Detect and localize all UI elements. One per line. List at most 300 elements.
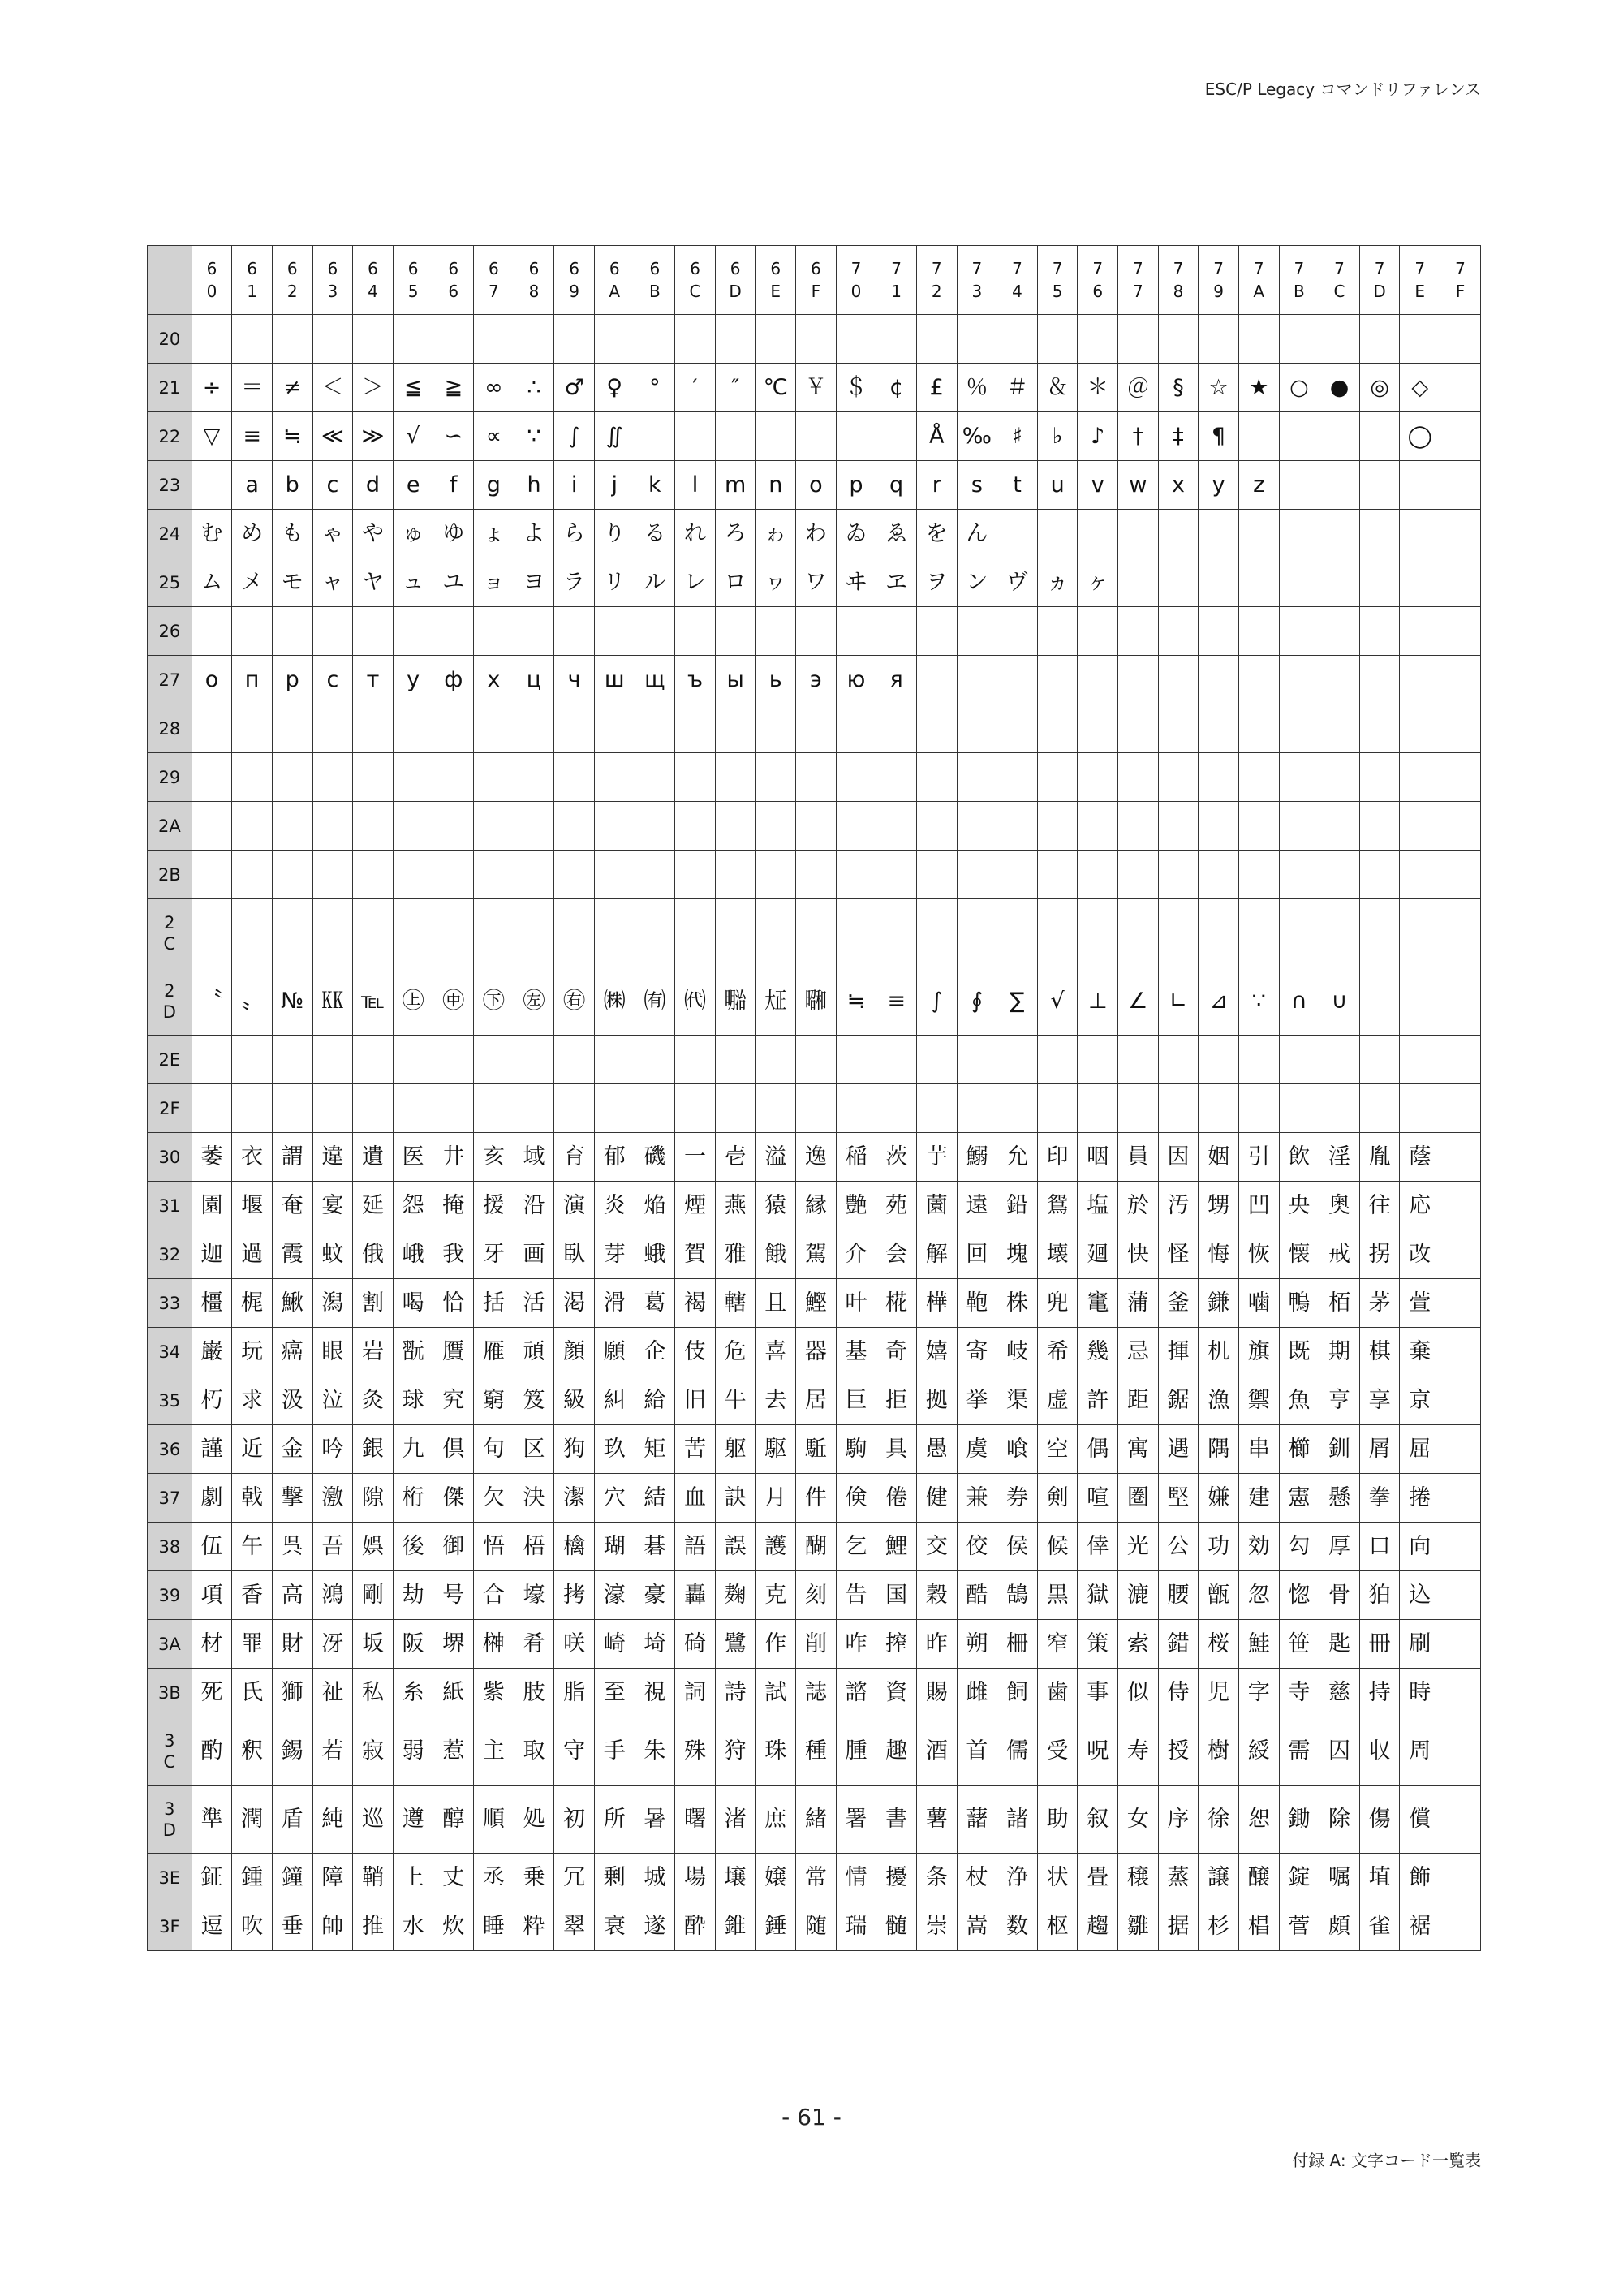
char-cell: [836, 315, 876, 364]
char-cell: √: [393, 412, 433, 461]
row-header: [148, 1786, 192, 1854]
char-cell: [1319, 899, 1360, 967]
char-cell: 蔭: [1400, 1133, 1440, 1182]
char-cell: [594, 1084, 635, 1133]
char-cell: 獅: [272, 1669, 312, 1717]
char-cell: 渇: [554, 1279, 595, 1328]
char-cell: j: [594, 461, 635, 510]
char-cell: ン: [957, 558, 997, 607]
char-cell: 棄: [1400, 1328, 1440, 1376]
char-cell: [796, 607, 837, 656]
column-header-low: F: [811, 282, 821, 301]
char-cell: 既: [1279, 1328, 1319, 1376]
char-cell: [916, 1084, 957, 1133]
char-cell: 蒲: [1118, 1279, 1159, 1328]
char-cell: [594, 1036, 635, 1084]
row-header: [148, 899, 192, 967]
char-cell: [1319, 704, 1360, 753]
char-cell: [232, 1036, 273, 1084]
char-cell: [1279, 851, 1319, 899]
char-cell: [997, 802, 1038, 851]
char-cell: [1440, 1279, 1481, 1328]
char-cell: 肢: [514, 1669, 554, 1717]
row-header: 3B: [148, 1669, 192, 1717]
char-cell: [796, 1036, 837, 1084]
char-cell: 謂: [272, 1133, 312, 1182]
char-cell: 求: [232, 1376, 273, 1425]
row-header-part: D: [162, 1002, 176, 1022]
column-header: [514, 246, 554, 315]
char-cell: 援: [474, 1182, 514, 1230]
char-cell: ㊤: [393, 967, 433, 1036]
char-cell: 霞: [272, 1230, 312, 1279]
char-cell: [232, 851, 273, 899]
char-cell: §: [1158, 364, 1199, 412]
char-cell: [876, 607, 917, 656]
char-cell: 堺: [433, 1620, 474, 1669]
char-cell: [1400, 558, 1440, 607]
char-cell: 紫: [474, 1669, 514, 1717]
char-cell: [1440, 1474, 1481, 1523]
char-cell: 冗: [554, 1854, 595, 1902]
column-header-low: 9: [569, 282, 579, 301]
char-cell: 快: [1118, 1230, 1159, 1279]
char-cell: 功: [1199, 1523, 1239, 1571]
char-cell: [796, 851, 837, 899]
char-cell: 去: [756, 1376, 796, 1425]
char-cell: 種: [796, 1717, 837, 1786]
char-cell: 於: [1118, 1182, 1159, 1230]
char-cell: [554, 899, 595, 967]
char-cell: 鵠: [997, 1571, 1038, 1620]
table-row: [148, 1036, 1481, 1084]
row-header: 38: [148, 1523, 192, 1571]
char-cell: [1037, 656, 1078, 704]
char-cell: 碁: [635, 1523, 675, 1571]
char-cell: 眼: [312, 1328, 353, 1376]
char-cell: 首: [957, 1717, 997, 1786]
char-cell: 忌: [1118, 1328, 1159, 1376]
char-cell: [393, 802, 433, 851]
char-cell: 汲: [272, 1376, 312, 1425]
char-cell: 克: [756, 1571, 796, 1620]
char-cell: 綬: [1238, 1717, 1279, 1786]
char-cell: 飲: [1279, 1133, 1319, 1182]
char-cell: [1279, 315, 1319, 364]
column-header: [1359, 246, 1400, 315]
char-cell: [1238, 704, 1279, 753]
char-cell: [312, 899, 353, 967]
char-cell: 引: [1238, 1133, 1279, 1182]
column-header-high: 6: [368, 259, 378, 278]
char-cell: 血: [675, 1474, 716, 1523]
char-cell: y: [1199, 461, 1239, 510]
column-header-high: 6: [448, 259, 459, 278]
char-cell: 杉: [1199, 1902, 1239, 1951]
char-cell: ∽: [433, 412, 474, 461]
column-header: [393, 246, 433, 315]
char-cell: 櫛: [1279, 1425, 1319, 1474]
char-cell: 魚: [1279, 1376, 1319, 1425]
char-cell: 視: [635, 1669, 675, 1717]
char-cell: [393, 704, 433, 753]
char-cell: 搾: [876, 1620, 917, 1669]
char-cell: [997, 704, 1038, 753]
char-cell: 器: [796, 1328, 837, 1376]
char-cell: [192, 802, 232, 851]
char-cell: 梧: [514, 1523, 554, 1571]
char-cell: 過: [232, 1230, 273, 1279]
column-header-high: 7: [1334, 259, 1345, 278]
char-cell: 笈: [514, 1376, 554, 1425]
table-row: [148, 1230, 1481, 1279]
char-cell: [353, 802, 394, 851]
char-cell: 推: [353, 1902, 394, 1951]
char-cell: 書: [876, 1786, 917, 1854]
column-header: [675, 246, 716, 315]
char-cell: 揮: [1158, 1328, 1199, 1376]
char-cell: 朽: [192, 1376, 232, 1425]
char-cell: [916, 607, 957, 656]
char-cell: 授: [1158, 1717, 1199, 1786]
char-cell: [393, 607, 433, 656]
table-row: [148, 1133, 1481, 1182]
char-cell: ц: [514, 656, 554, 704]
char-cell: 鞘: [353, 1854, 394, 1902]
column-header-high: 7: [1294, 259, 1305, 278]
column-header: [1037, 246, 1078, 315]
char-cell: э: [796, 656, 837, 704]
char-cell: [514, 315, 554, 364]
char-cell: [675, 802, 716, 851]
char-cell: ョ: [474, 558, 514, 607]
char-cell: 喝: [393, 1279, 433, 1328]
row-header: 30: [148, 1133, 192, 1182]
char-cell: 序: [1158, 1786, 1199, 1854]
char-cell: ≒: [836, 967, 876, 1036]
char-cell: 印: [1037, 1133, 1078, 1182]
char-cell: 挙: [957, 1376, 997, 1425]
column-header-low: 7: [1133, 282, 1143, 301]
row-header: 29: [148, 753, 192, 802]
column-header-low: A: [609, 282, 621, 301]
char-cell: ワ: [796, 558, 837, 607]
char-cell: 吟: [312, 1425, 353, 1474]
char-cell: 飼: [997, 1669, 1038, 1717]
char-cell: [1319, 1084, 1360, 1133]
char-cell: [1238, 315, 1279, 364]
char-cell: 巨: [836, 1376, 876, 1425]
char-cell: 氏: [232, 1669, 273, 1717]
char-cell: 刻: [796, 1571, 837, 1620]
table-row: [148, 558, 1481, 607]
char-cell: [393, 753, 433, 802]
table-row: [148, 315, 1481, 364]
char-cell: 贋: [433, 1328, 474, 1376]
column-header-high: 6: [407, 259, 419, 278]
char-cell: 轟: [675, 1571, 716, 1620]
char-cell: 寂: [353, 1717, 394, 1786]
char-cell: [1440, 412, 1481, 461]
char-cell: [1199, 656, 1239, 704]
char-cell: ‡: [1158, 412, 1199, 461]
char-cell: q: [876, 461, 917, 510]
char-cell: [876, 315, 917, 364]
char-cell: 兜: [1037, 1279, 1078, 1328]
char-cell: 惹: [433, 1717, 474, 1786]
char-cell: 雁: [474, 1328, 514, 1376]
char-cell: 括: [474, 1279, 514, 1328]
char-cell: 介: [836, 1230, 876, 1279]
char-cell: 悟: [474, 1523, 514, 1571]
char-cell: 危: [715, 1328, 756, 1376]
char-cell: п: [232, 656, 273, 704]
char-cell: ゐ: [836, 510, 876, 558]
char-cell: [1118, 510, 1159, 558]
char-cell: [635, 412, 675, 461]
table-row: [148, 1425, 1481, 1474]
char-cell: [1238, 412, 1279, 461]
char-cell: [1359, 802, 1400, 851]
char-cell: 後: [393, 1523, 433, 1571]
char-cell: 蚊: [312, 1230, 353, 1279]
char-cell: [1440, 1620, 1481, 1669]
char-cell: ∟: [1158, 967, 1199, 1036]
char-cell: 乗: [514, 1854, 554, 1902]
char-cell: 奇: [876, 1328, 917, 1376]
char-cell: ¢: [876, 364, 917, 412]
char-cell: 乞: [836, 1523, 876, 1571]
char-cell: [232, 607, 273, 656]
char-cell: 酷: [957, 1571, 997, 1620]
char-cell: [1359, 656, 1400, 704]
char-cell: [796, 412, 837, 461]
char-cell: モ: [272, 558, 312, 607]
char-cell: [1078, 1084, 1118, 1133]
char-cell: 拷: [554, 1571, 595, 1620]
char-cell: [474, 851, 514, 899]
char-cell: [1359, 607, 1400, 656]
table-row: [148, 753, 1481, 802]
column-header-low: B: [1294, 282, 1305, 301]
char-cell: k: [635, 461, 675, 510]
char-cell: 結: [635, 1474, 675, 1523]
char-cell: [1440, 1182, 1481, 1230]
char-cell: 受: [1037, 1717, 1078, 1786]
char-cell: 試: [756, 1669, 796, 1717]
char-cell: [1359, 1036, 1400, 1084]
char-cell: 囚: [1319, 1717, 1360, 1786]
char-cell: 丈: [433, 1854, 474, 1902]
char-cell: [1319, 461, 1360, 510]
char-cell: [836, 753, 876, 802]
char-cell: [1359, 899, 1400, 967]
row-header-part: C: [163, 1751, 176, 1772]
table-row: [148, 851, 1481, 899]
char-cell: [1199, 607, 1239, 656]
char-cell: [957, 1084, 997, 1133]
char-cell: [192, 607, 232, 656]
char-cell: 遂: [635, 1902, 675, 1951]
char-cell: [715, 899, 756, 967]
char-cell: ＝: [232, 364, 273, 412]
char-cell: [1440, 315, 1481, 364]
char-cell: [957, 607, 997, 656]
char-cell: 酌: [192, 1717, 232, 1786]
char-cell: [272, 607, 312, 656]
char-cell: ゃ: [312, 510, 353, 558]
char-cell: [715, 851, 756, 899]
char-cell: 券: [997, 1474, 1038, 1523]
char-cell: ∵: [514, 412, 554, 461]
char-cell: 桜: [1199, 1620, 1239, 1669]
char-cell: [554, 753, 595, 802]
char-cell: 窄: [1037, 1620, 1078, 1669]
char-cell: [876, 1036, 917, 1084]
char-cell: 椙: [1238, 1902, 1279, 1951]
column-header: [1319, 246, 1360, 315]
row-header: 34: [148, 1328, 192, 1376]
char-cell: 場: [675, 1854, 716, 1902]
char-cell: ★: [1238, 364, 1279, 412]
char-cell: 凹: [1238, 1182, 1279, 1230]
char-cell: [272, 899, 312, 967]
char-cell: 芽: [594, 1230, 635, 1279]
page-number: - 61 -: [781, 2104, 842, 2130]
char-cell: [1158, 315, 1199, 364]
column-header-low: 5: [1052, 282, 1063, 301]
char-cell: 溢: [756, 1133, 796, 1182]
table-row: [148, 704, 1481, 753]
char-cell: [433, 802, 474, 851]
column-header-high: 7: [1213, 259, 1224, 278]
char-cell: r: [916, 461, 957, 510]
table-body: [148, 315, 1481, 1951]
char-cell: [433, 1036, 474, 1084]
char-cell: ♪: [1078, 412, 1118, 461]
char-cell: [1238, 558, 1279, 607]
char-cell: [1359, 704, 1400, 753]
char-cell: 釈: [232, 1717, 273, 1786]
char-cell: [1440, 967, 1481, 1036]
char-cell: 虞: [957, 1425, 997, 1474]
char-cell: [1199, 851, 1239, 899]
char-cell: [1037, 704, 1078, 753]
char-cell: [1359, 753, 1400, 802]
char-cell: 橿: [192, 1279, 232, 1328]
char-cell: 帥: [312, 1902, 353, 1951]
column-header-low: 1: [247, 282, 257, 301]
char-cell: щ: [635, 656, 675, 704]
char-cell: 高: [272, 1571, 312, 1620]
char-cell: u: [1037, 461, 1078, 510]
char-cell: [1279, 802, 1319, 851]
table-row: [148, 461, 1481, 510]
column-header: [916, 246, 957, 315]
char-cell: 勾: [1279, 1523, 1319, 1571]
char-cell: 球: [393, 1376, 433, 1425]
char-cell: も: [272, 510, 312, 558]
char-cell: 糸: [393, 1669, 433, 1717]
char-cell: ∮: [957, 967, 997, 1036]
char-cell: [272, 704, 312, 753]
char-cell: 旧: [675, 1376, 716, 1425]
char-cell: [232, 704, 273, 753]
char-cell: 水: [393, 1902, 433, 1951]
column-header: [353, 246, 394, 315]
char-cell: 情: [836, 1854, 876, 1902]
char-cell: т: [353, 656, 394, 704]
char-cell: 肴: [514, 1620, 554, 1669]
char-cell: [1279, 1084, 1319, 1133]
char-cell: ⊿: [1199, 967, 1239, 1036]
char-cell: ょ: [474, 510, 514, 558]
char-cell: 穀: [916, 1571, 957, 1620]
char-cell: 壌: [715, 1854, 756, 1902]
table-row: [148, 1854, 1481, 1902]
char-cell: 随: [796, 1902, 837, 1951]
char-cell: [635, 315, 675, 364]
row-header: 23: [148, 461, 192, 510]
char-cell: 鋸: [1158, 1376, 1199, 1425]
char-cell: 瑞: [836, 1902, 876, 1951]
char-cell: 園: [192, 1182, 232, 1230]
char-cell: レ: [675, 558, 716, 607]
char-cell: с: [312, 656, 353, 704]
char-cell: o: [796, 461, 837, 510]
char-cell: [756, 1036, 796, 1084]
char-cell: t: [997, 461, 1038, 510]
char-cell: ∪: [1319, 967, 1360, 1036]
char-cell: [916, 1036, 957, 1084]
char-cell: 雛: [1118, 1902, 1159, 1951]
char-cell: 寺: [1279, 1669, 1319, 1717]
char-cell: [1118, 1084, 1159, 1133]
char-cell: ヰ: [836, 558, 876, 607]
column-header-high: 6: [528, 259, 540, 278]
char-cell: 丞: [474, 1854, 514, 1902]
char-cell: ＞: [353, 364, 394, 412]
char-cell: ㍾: [715, 967, 756, 1036]
char-cell: 戟: [232, 1474, 273, 1523]
char-cell: [312, 704, 353, 753]
char-cell: [1279, 461, 1319, 510]
char-cell: 堰: [232, 1182, 273, 1230]
char-cell: ш: [594, 656, 635, 704]
char-cell: 紙: [433, 1669, 474, 1717]
char-cell: 錫: [272, 1717, 312, 1786]
char-cell: 穣: [1118, 1854, 1159, 1902]
char-cell: у: [393, 656, 433, 704]
char-cell: ●: [1319, 364, 1360, 412]
char-cell: x: [1158, 461, 1199, 510]
char-cell: [1400, 510, 1440, 558]
char-cell: [1279, 656, 1319, 704]
table-row: [148, 1084, 1481, 1133]
char-cell: 萱: [1400, 1279, 1440, 1328]
char-cell: ♯: [997, 412, 1038, 461]
row-header: 39: [148, 1571, 192, 1620]
char-cell: ㊥: [433, 967, 474, 1036]
char-cell: [1400, 967, 1440, 1036]
char-cell: 公: [1158, 1523, 1199, 1571]
char-cell: ≡: [876, 967, 917, 1036]
char-cell: ％: [957, 364, 997, 412]
char-cell: 脂: [554, 1669, 595, 1717]
char-cell: 趣: [876, 1717, 917, 1786]
char-cell: 狩: [715, 1717, 756, 1786]
char-cell: 虚: [1037, 1376, 1078, 1425]
